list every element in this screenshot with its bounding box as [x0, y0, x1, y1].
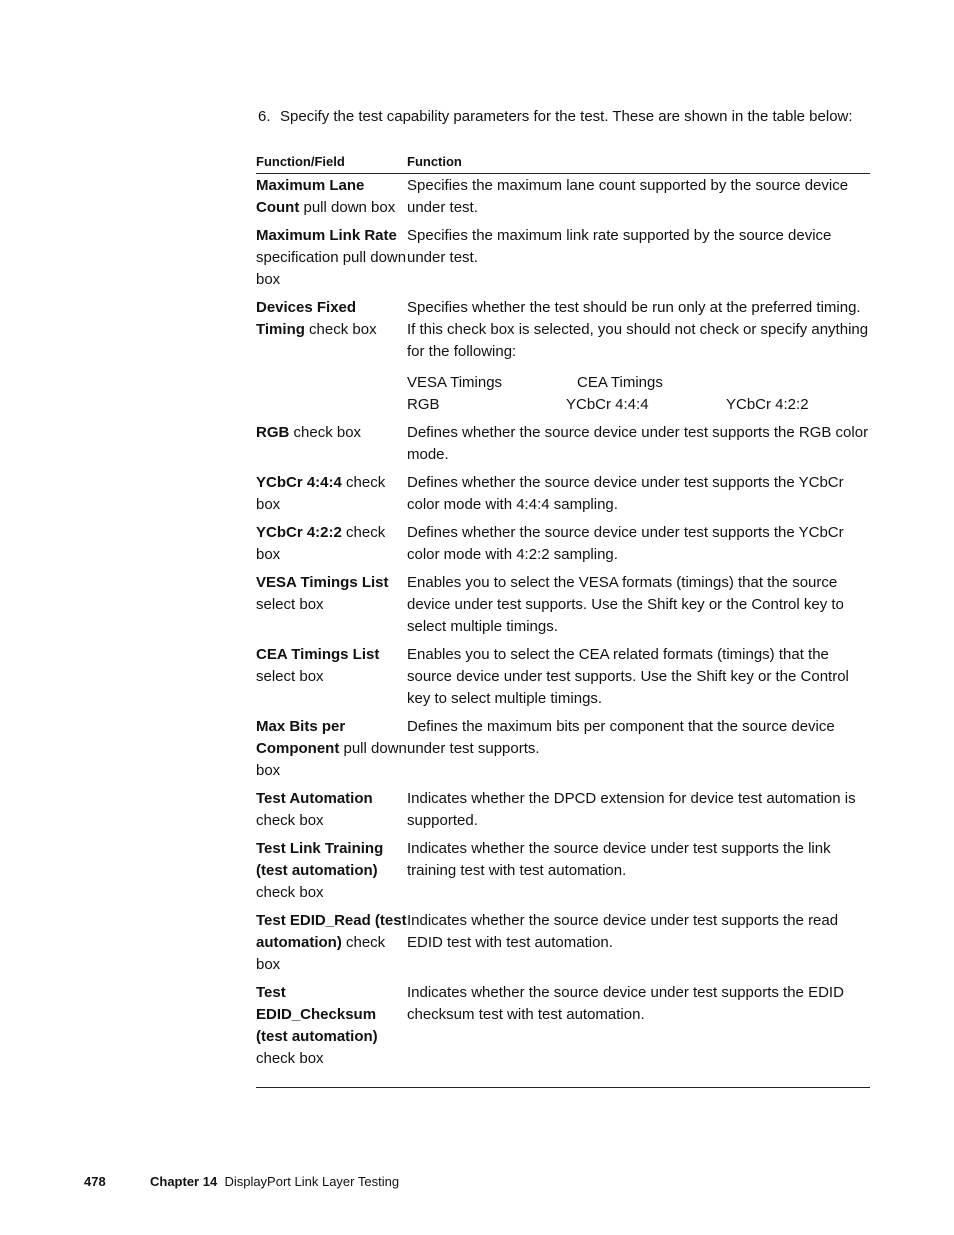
step-paragraph [258, 107, 898, 127]
function-cell: Indicates whether the source device under test supports the EDID checksum test with test automation. [407, 984, 844, 1023]
function-text: Specifies whether the test should be run only at the preferred timing. If this check box is selected, you should not check or specify anything for the following: [407, 299, 869, 360]
table-row [256, 297, 870, 416]
field-cell [256, 522, 407, 566]
table-row [256, 644, 870, 710]
field-cell [256, 838, 407, 904]
capability-table [256, 149, 870, 1088]
field-name: Test Automation [256, 790, 373, 807]
field-name: Test EDID_Read (test automation) [256, 912, 407, 951]
chapter-title: DisplayPort Link Layer Testing [224, 1174, 400, 1189]
field-type: pull down box [256, 740, 407, 779]
field-cell [256, 472, 407, 516]
field-name: CEA Timings List [256, 646, 380, 663]
chapter-label: Chapter 14 [150, 1174, 218, 1189]
field-name: RGB [256, 424, 290, 441]
field-name: YCbCr 4:2:2 [256, 524, 342, 541]
table-row [256, 175, 870, 219]
field-cell [256, 297, 407, 416]
function-cell [407, 297, 870, 416]
field-cell [256, 422, 407, 466]
field-cell [256, 910, 407, 976]
page-number: 478 [84, 1174, 106, 1189]
table-row [256, 225, 870, 291]
function-cell: Enables you to select the CEA related formats (timings) that the source device under test supports. Use the Shift key or the Control key to select multiple timings. [407, 646, 849, 707]
function-cell: Indicates whether the DPCD extension for device test automation is supported. [407, 790, 856, 829]
function-cell: Indicates whether the source device under test supports the read EDID test with test automation. [407, 912, 839, 951]
function-cell: Specifies the maximum link rate supported by the source device under test. [407, 227, 832, 266]
option-ycbcr-444: YCbCr 4:4:4 [566, 396, 649, 413]
header-function-field: Function/Field [256, 153, 345, 169]
field-type: check box [289, 424, 362, 441]
option-cea-timings: CEA Timings [577, 374, 663, 391]
function-cell: Defines whether the source device under test supports the YCbCr color mode with 4:2:2 sampling. [407, 524, 844, 563]
option-rgb: RGB [407, 396, 440, 413]
function-cell: Defines whether the source device under test supports the RGB color mode. [407, 424, 869, 463]
field-name: Max Bits per Component [256, 718, 346, 757]
function-cell: Specifies the maximum lane count supported by the source device under test. [407, 177, 849, 216]
field-cell [256, 225, 407, 291]
header-function: Function [407, 153, 462, 169]
function-cell: Indicates whether the source device under test supports the link training test with test automation. [407, 840, 831, 879]
field-type: check box [256, 884, 324, 901]
field-cell [256, 788, 407, 832]
function-cell: Defines whether the source device under test supports the YCbCr color mode with 4:4:4 sampling. [407, 474, 844, 513]
field-type: check box [256, 934, 386, 973]
field-type: select box [256, 596, 324, 613]
field-cell [256, 175, 407, 219]
field-cell [256, 982, 407, 1070]
table-body [256, 174, 870, 1088]
table-row [256, 788, 870, 832]
field-type: check box [304, 321, 377, 338]
step-number: 6. [258, 108, 271, 125]
field-type: pull down box [299, 199, 396, 216]
field-cell [256, 644, 407, 710]
option-ycbcr-422: YCbCr 4:2:2 [726, 396, 809, 413]
step-text: Specify the test capability parameters for the test. These are shown in the table below: [280, 108, 853, 125]
field-name: Test EDID_Checksum (test automation) [256, 984, 378, 1045]
table-row [256, 472, 870, 516]
table-row [256, 522, 870, 566]
field-type: check box [256, 474, 386, 513]
field-name: Maximum Lane Count [256, 177, 365, 216]
field-name: Devices Fixed Timing [256, 299, 357, 338]
function-cell: Enables you to select the VESA formats (timings) that the source device under test supports. Use the Shift key or the Control key to select multiple timings. [407, 574, 844, 635]
field-type: specification pull down box [256, 249, 407, 288]
table-row [256, 422, 870, 466]
table-row [256, 716, 870, 782]
field-name: YCbCr 4:4:4 [256, 474, 342, 491]
field-cell [256, 572, 407, 638]
table-row [256, 572, 870, 638]
field-name: VESA Timings List [256, 574, 389, 591]
field-type: select box [256, 668, 324, 685]
table-row [256, 838, 870, 904]
field-type: check box [256, 1050, 324, 1067]
timing-options-list [407, 372, 870, 416]
option-vesa-timings: VESA Timings [407, 374, 503, 391]
field-type: check box [256, 524, 386, 563]
field-type: check box [256, 812, 324, 829]
table-header [256, 149, 870, 174]
function-cell: Defines the maximum bits per component that the source device under test supports. [407, 718, 835, 757]
table-row [256, 910, 870, 976]
page-footer [84, 1173, 399, 1191]
field-name: Maximum Link Rate [256, 227, 397, 244]
field-cell [256, 716, 407, 782]
field-name: Test Link Training (test automation) [256, 840, 384, 879]
table-row [256, 982, 870, 1070]
